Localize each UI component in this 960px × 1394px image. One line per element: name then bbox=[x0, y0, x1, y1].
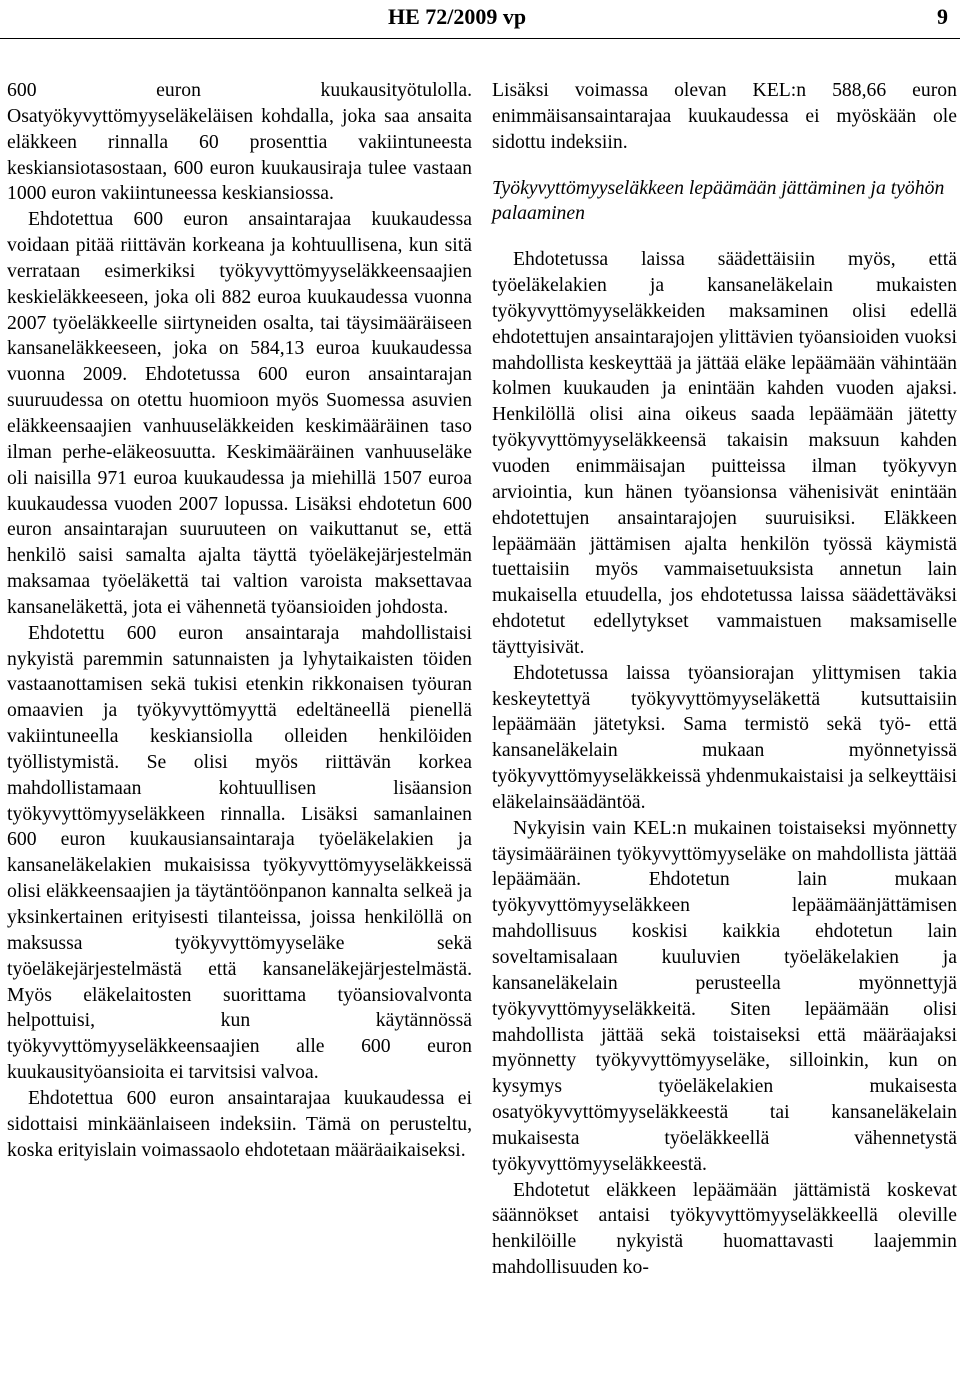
page-header bbox=[0, 0, 960, 45]
page-number: 9 bbox=[937, 4, 948, 29]
header-divider bbox=[0, 38, 960, 39]
paragraph: Nykyisin vain KEL:n mukainen toistaiseksi myönnetty täysimääräinen työkyvyttömyyseläke on mahdollista jättää lepäämään. Ehdotetun lain mukaan työkyvyttömyyseläkkeen lepäämäänjättämisen mahdollisuus koskisi kaikkia ehdotetun lain soveltamisalaan kuuluvien työeläkelakien ja kansaneläkelain perusteella myönnettyjä työkyvyttömyyseläkkeitä. Siten lepäämään olisi mahdollista jättää sekä toistaiseksi että määräajaksi myönnetty työkyvyttömyyseläke, silloinkin, kun on kysymys työeläkelakien mukaisesta osatyökyvyttömyyseläkkeestä tai kansaneläkelain mukaisesta työeläkkeellä vähennetystä työkyvyttömyyseläkkeestä. bbox=[492, 816, 957, 1175]
section-heading: Työkyvyttömyyseläkkeen lepäämään jättäminen ja työhön palaaminen bbox=[492, 176, 945, 225]
paragraph: Ehdotettu 600 euron ansaintaraja mahdollistaisi nykyistä paremmin satunnaisten ja lyhytaikaisten töiden vastaanottamisen sekä tukisi etenkin rikkonaisen työuran omaavien ja työkyvyttömyyttä edeltäneellä pienellä vakiintuneella keskiansiolla olleiden henkilöiden työllistymistä. Se olisi myös riittävän korkea mahdollistamaan kohtuullisen lisäansion työkyvyttömyyseläkkeen rinnalla. Lisäksi samanlainen 600 euron kuukausiansaintaraja työeläkelakien ja kansaneläkelakien mukaisissa työkyvyttömyyseläkkeissä olisi eläkkeensaajien ja täytäntöönpanon kannalta selkeä ja yksinkertainen erityisesti tilanteissa, joissa henkilöllä on maksussa työkyvyttömyyseläke sekä työeläkejärjestelmästä että kansaneläkejärjestelmästä. Myös eläkelaitosten suorittama työansiovalvonta helpottuisi, kun käytännössä työkyvyttömyyseläkkeensaajien alle 600 euron kuukausityöansioita ei tarvitsisi valvoa. bbox=[7, 621, 472, 1084]
paragraph: Lisäksi voimassa olevan KEL:n 588,66 euron enimmäisansaintarajaa kuukaudessa ei myöskään ole sidottu indeksiin. bbox=[492, 79, 957, 153]
paragraph: Ehdotetussa laissa säädettäisiin myös, että työeläkelakien ja kansaneläkelain mukaisten työkyvyttömyyseläkkeiden maksaminen olisi edellä ehdotettujen ansaintarajojen ylittävien työansioiden vuoksi mahdollista keskeyttää ja jättää eläke lepäämään vähintään kolmen kuukauden ja enintään kahden vuoden ajaksi. Henkilöllä olisi aina oikeus saada lepäämään jätetty työkyvyttömyyseläkkeensä takaisin maksuun kahden vuoden enimmäisajan puitteissa ilman työkyvyn arviointia, kun hänen työansionsa vähenisivät enintään ehdotettujen ansaintarajojen suuruisiksi. Eläkkeen lepäämään jättämisen ajalta henkilön työssä käymistä tuettaisiin myös vammaisetuuksista annetun lain mukaisella etuudella, jos ehdotetussa laissa säädettäväksi ehdotetut edellytykset vammaistuen maksamiselle täyttyisivät. bbox=[492, 248, 957, 658]
paragraph: Ehdotetussa laissa työansiorajan ylittymisen takia keskeytettyä työkyvyttömyyseläkettä kutsuttaisiin lepäämään jätetyksi. Sama termistö sekä työ- että kansaneläkelain mukaan myönnetyissä työkyvyttömyyseläkkeissä yhdenmukaistaisi ja selkeyttäisi eläkelainsäädäntöä. bbox=[492, 661, 957, 813]
paragraph: Ehdotettua 600 euron ansaintarajaa kuukaudessa voidaan pitää riittävän korkeana ja kohtuullisena, kun sitä verrataan esimerkiksi työkyvyttömyyseläkkeensaajien keskieläkkeeseen, joka oli 882 euroa kuukaudessa vuonna 2007 työeläkkeelle siirtyneiden osalta, tai täysimääräiseen kansaneläkkeeseen, joka on 584,13 euroa kuukaudessa vuonna 2009. Ehdotetussa 600 euron ansaintarajan suuruudessa on otettu huomioon myös Suomessa asuvien eläkkeensaajien vanhuuseläkkeiden keskimääräinen taso ilman perhe-eläkeosuutta. Keskimääräinen vanhuuseläke oli naisilla 971 euroa kuukaudessa ja miehillä 1507 euroa kuukaudessa vuoden 2007 lopussa. Lisäksi ehdotetun 600 euron ansaintarajan suuruuteen on vaikuttanut se, että henkilö saisi samalta ajalta täyttä työeläkejärjestelmän maksamaa työeläkettä tai valtion varoista maksettavaa kansaneläkettä, jota ei vähennetä työansioiden johdosta. bbox=[7, 208, 472, 618]
right-column bbox=[492, 78, 957, 1281]
paragraph: Ehdotettua 600 euron ansaintarajaa kuukaudessa ei sidottaisi minkäänlaiseen indeksiin. Tämä on perusteltu, koska erityislain voimassaolo ehdotetaan määräaikaiseksi. bbox=[7, 1086, 472, 1161]
document-id: HE 72/2009 vp bbox=[388, 4, 527, 29]
paragraph: 600 euron kuukausityötulolla. Osatyökyvyttömyyseläkeläisen kohdalla, joka saa ansaita eläkkeen rinnalla 60 prosenttia vakiintuneesta keskiansiotasostaan, 600 euron kuukausiraja tulee vastaan 1000 euron vakiintuneessa keskiansiossa. bbox=[7, 79, 472, 205]
left-column bbox=[7, 78, 472, 1163]
paragraph: Ehdotetut eläkkeen lepäämään jättämistä koskevat säännökset antaisi työkyvyttömyyseläkkeellä oleville henkilöille nykyistä huomattavasti laajemmin mahdollisuuden ko- bbox=[492, 1178, 957, 1279]
